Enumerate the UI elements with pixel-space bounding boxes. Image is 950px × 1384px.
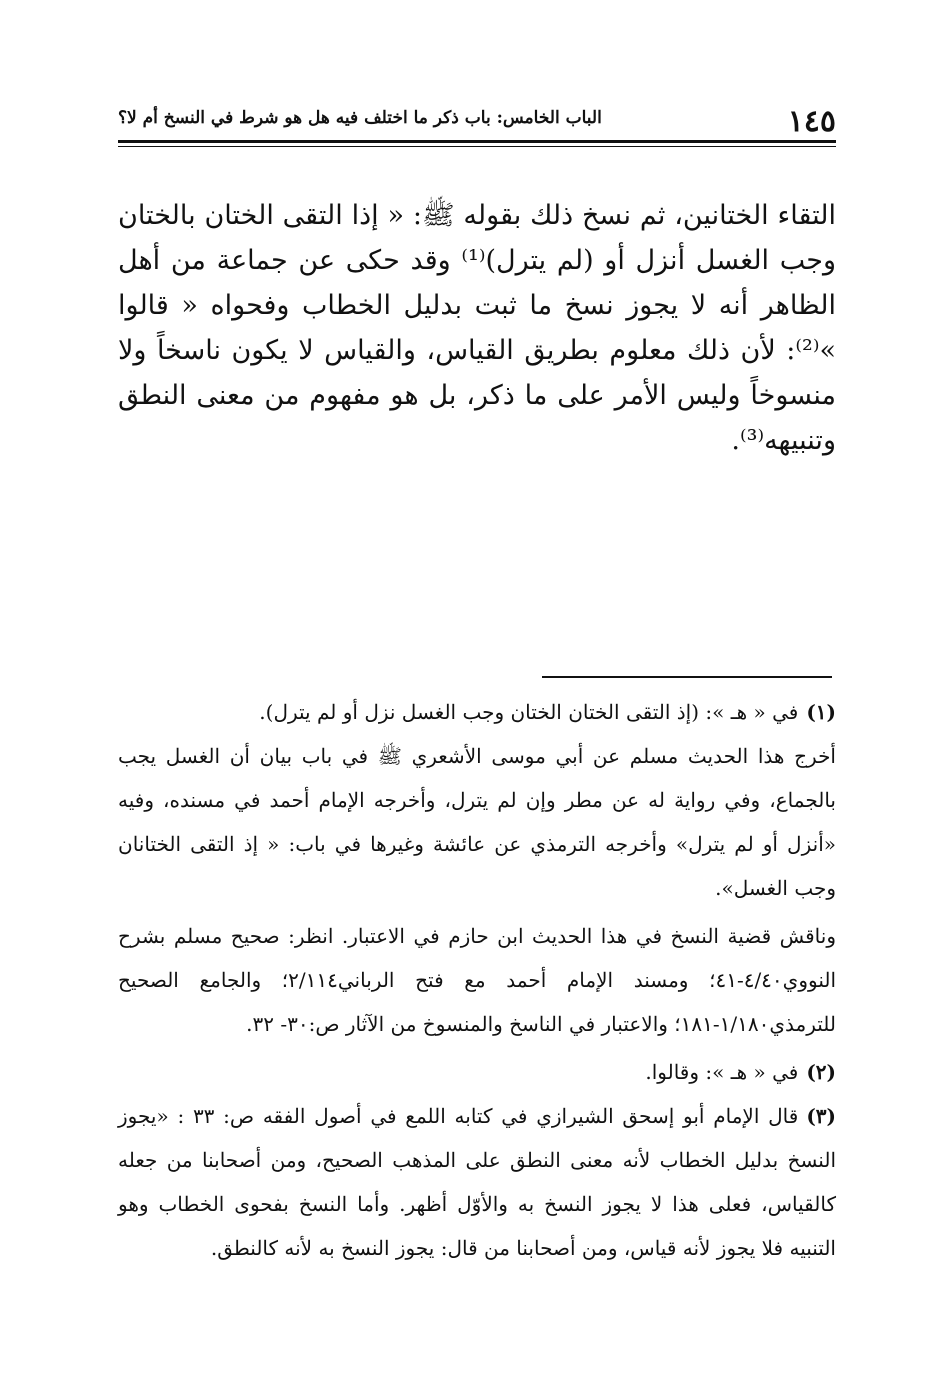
footnotes (118, 690, 836, 1270)
footnote-1-paragraph: وناقش قضية النسخ في هذا الحديث ابن حازم في الاعتبار. انظر: صحيح مسلم بشرح النووي٤/٤٠-٤١؛ ومسند الإمام أحمد مع فتح الرباني٢/١١٤؛ والجامع الصحيح للترمذي١/١٨٠-١٨١؛ والاعتبار في الناسخ والمنسوخ من الآثار ص:٣٠- ٣٢. (118, 924, 837, 1036)
page-header (118, 96, 836, 139)
footnote-number: (٣) (806, 1104, 836, 1128)
header-rule (118, 140, 836, 143)
running-title: الباب الخامس: باب ذكر ما اختلف فيه هل هو شرط في النسخ أم لا؟ (118, 108, 602, 128)
main-paragraph: التقاء الختانين، ثم نسخ ذلك بقوله ﷺ: « إذا التقى الختان بالختان وجب الغسل أنزل أو (لم يترل)⁽¹⁾ وقد حكى عن جماعة من أهل الظاهر أنه لا يجوز نسخ ما ثبت بدليل الخطاب وفحواه « قالوا »⁽²⁾: لأن ذلك معلوم بطريق القياس، والقياس لا يكون ناسخاً ولا منسوخاً وليس الأمر على ما ذكر، بل هو مفهوم من معنى النطق وتنبيهه⁽³⁾. (118, 200, 836, 456)
footnote-text: قال الإمام أبو إسحق الشيرازي في كتابه اللمع في أصول الفقه ص: ٣٣ : «يجوز النسخ بدليل الخطاب لأنه معنى النطق على المذهب الصحيح، ومن أصحابنا من جعله كالقياس، فعلى هذا لا يجوز النسخ به والأوّل أظهر. وأما النسخ بفحوى الخطاب وهو التنبيه فلا يجوز لأنه قياس، ومن أصحابنا من قال: يجوز النسخ به لأنه كالنطق. (118, 1104, 836, 1260)
footnote-text: في « هـ »: (إذ التقى الختان الختان وجب الغسل نزل أو لم يترل). (259, 700, 799, 724)
footnote-number: (١) (806, 700, 836, 724)
footnote-number: (٢) (806, 1060, 836, 1084)
footnote-text: في « هـ »: وقالوا. (645, 1060, 799, 1084)
header-rule-thin (118, 146, 836, 147)
footnote-3 (118, 1094, 836, 1270)
footnote-2 (118, 1050, 836, 1094)
footnote-1-paragraph: أخرج هذا الحديث مسلم عن أبي موسى الأشعري ﷺ في باب بيان أن الغسل يجب بالجماع، وفي رواية له عن مطر وإن لم يترل، وأخرجه الإمام أحمد في مسنده، وفيه «أنزل أو لم يترل» وأخرجه الترمذي عن عائشة وغيرها في باب: « إذ التقى الختانان وجب الغسل». (118, 744, 836, 900)
footnote-separator (542, 676, 832, 678)
page-number: ١٤٥ (787, 104, 836, 139)
footnote-1 (118, 690, 836, 734)
